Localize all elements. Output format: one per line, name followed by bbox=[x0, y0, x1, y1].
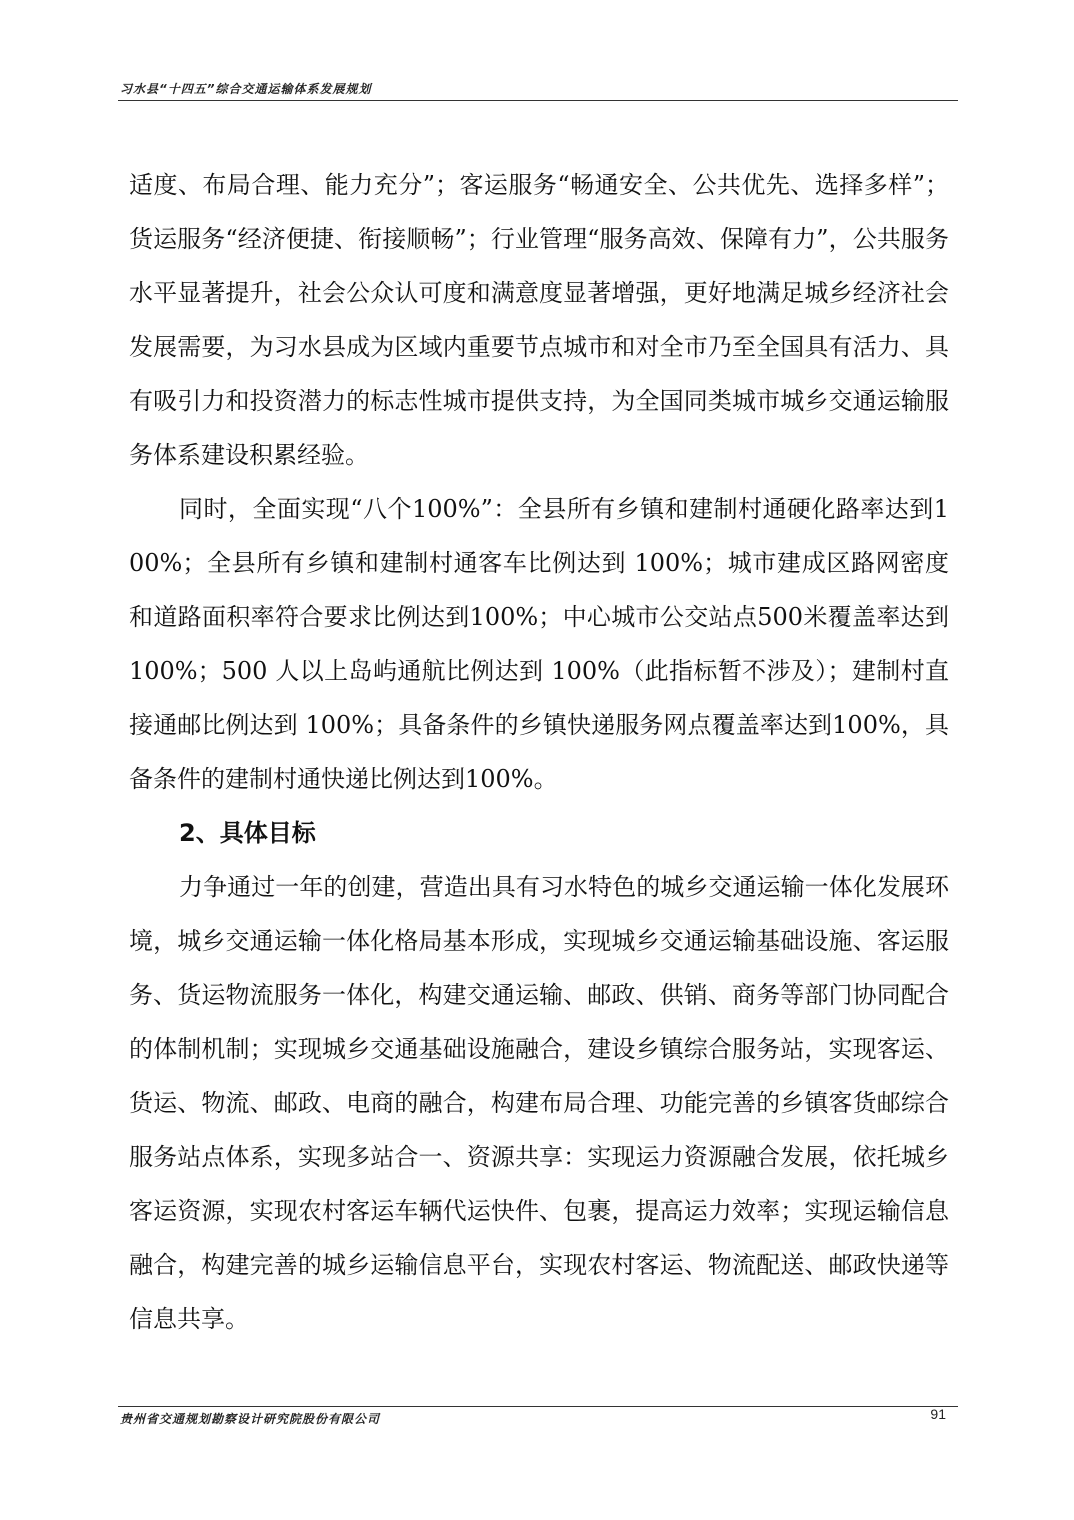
section-heading: 2、具体目标 bbox=[179, 819, 316, 847]
document-body bbox=[129, 158, 949, 1346]
page-number: 91 bbox=[930, 1406, 946, 1422]
body-paragraph-2: 同时，全面实现“八个100%”：全县所有乡镇和建制村通硬化路率达到100%；全县所有乡镇和建制村通客车比例达到 100%；城市建成区路网密度和道路面积率符合要求比例达到100%；中心城市公交站点500米覆盖率达到 100%；500 人以上岛屿通航比例达到 100%（此指标暂不涉及）；建制村直接通邮比例达到 100%；具备条件的乡镇快递服务网点覆盖率达到100%，具备条件的建制村通快递比例达到100%。 bbox=[129, 495, 949, 793]
header-rule bbox=[118, 100, 958, 101]
running-header-title: 习水县“十四五”综合交通运输体系发展规划 bbox=[120, 82, 372, 96]
body-paragraph-3: 力争通过一年的创建，营造出具有习水特色的城乡交通运输一体化发展环境，城乡交通运输一体化格局基本形成，实现城乡交通运输基础设施、客运服务、货运物流服务一体化，构建交通运输、邮政、供销、商务等部门协同配合的体制机制；实现城乡交通基础设施融合，建设乡镇综合服务站，实现客运、货运、物流、邮政、电商的融合，构建布局合理、功能完善的乡镇客货邮综合服务站点体系，实现多站合一、资源共享：实现运力资源融合发展，依托城乡客运资源，实现农村客运车辆代运快件、包裹，提高运力效率；实现运输信息融合，构建完善的城乡运输信息平台，实现农村客运、物流配送、邮政快递等信息共享。 bbox=[129, 873, 949, 1333]
body-paragraph-1: 适度、布局合理、能力充分”；客运服务“畅通安全、公共优先、选择多样”；货运服务“经济便捷、衔接顺畅”；行业管理“服务高效、保障有力”，公共服务水平显著提升，社会公众认可度和满意度显著增强，更好地满足城乡经济社会发展需要，为习水县成为区域内重要节点城市和对全市乃至全国具有活力、具有吸引力和投资潜力的标志性城市提供支持，为全国同类城市城乡交通运输服务体系建设积累经验。 bbox=[129, 171, 949, 469]
footer-company-name: 贵州省交通规划勘察设计研究院股份有限公司 bbox=[120, 1412, 381, 1426]
footer-rule bbox=[118, 1406, 958, 1407]
